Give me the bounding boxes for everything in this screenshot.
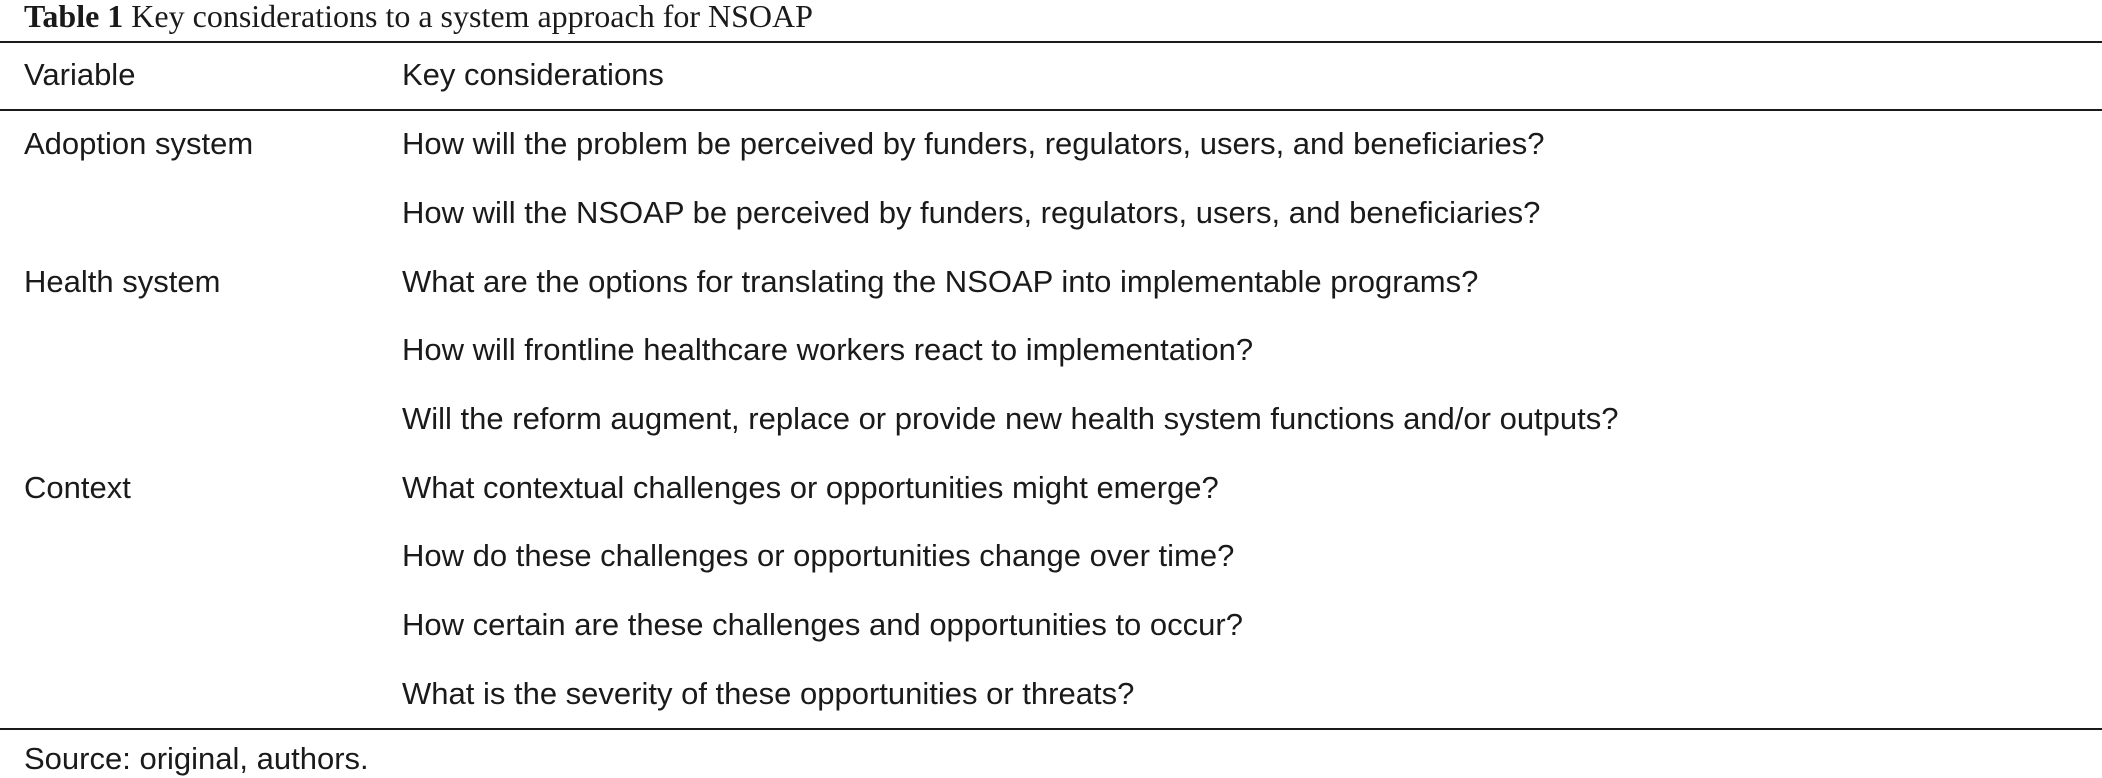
table-caption-text: Key considerations to a system approach for NSOAP: [131, 0, 813, 34]
row-key-consideration: How do these challenges or opportunities change over time?: [402, 538, 1235, 573]
row-key-consideration: How will frontline healthcare workers react to implementation?: [402, 332, 1254, 367]
header-key-considerations: Key considerations: [402, 57, 664, 92]
row-key-consideration: What is the severity of these opportunities or threats?: [402, 676, 1135, 711]
table-caption: [24, 0, 813, 40]
row-key-consideration: What are the options for translating the NSOAP into implementable programs?: [402, 264, 1479, 299]
row-variable: Health system: [24, 264, 221, 299]
header-variable: Variable: [24, 57, 136, 92]
table-top-rule: [0, 41, 2102, 43]
table-caption-label: Table 1: [24, 0, 124, 34]
row-key-consideration: How will the problem be perceived by funders, regulators, users, and beneficiaries?: [402, 126, 1545, 161]
source-note: Source: original, authors.: [24, 741, 369, 776]
row-key-consideration: How certain are these challenges and opportunities to occur?: [402, 607, 1243, 642]
row-key-consideration: How will the NSOAP be perceived by funders, regulators, users, and beneficiaries?: [402, 195, 1541, 230]
table-header-rule: [0, 109, 2102, 111]
row-key-consideration: Will the reform augment, replace or provide new health system functions and/or outputs?: [402, 401, 1619, 436]
table-bottom-rule: [0, 728, 2102, 730]
row-variable: Context: [24, 470, 131, 505]
row-key-consideration: What contextual challenges or opportunities might emerge?: [402, 470, 1219, 505]
row-variable: Adoption system: [24, 126, 254, 161]
